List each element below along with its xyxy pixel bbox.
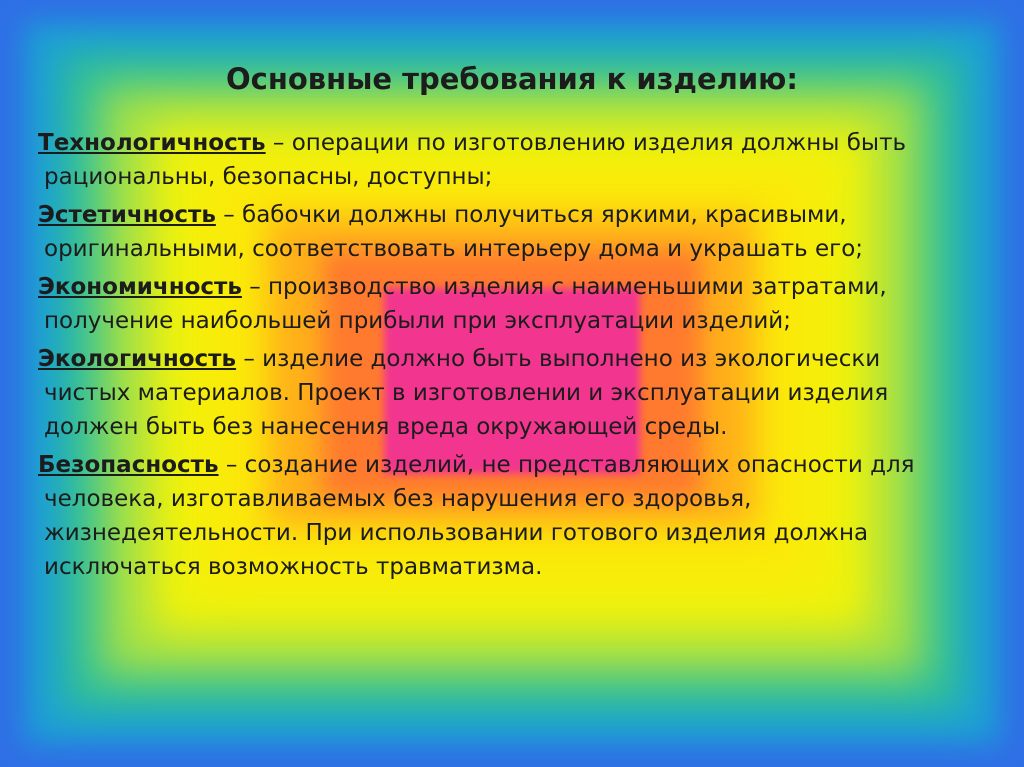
requirement-text-line: оригинальными, соответствовать интерьеру дома и украшать его; <box>44 236 864 262</box>
requirement-item <box>38 126 998 194</box>
requirement-text-line: получение наибольшей прибыли при эксплуатации изделий; <box>44 308 791 334</box>
requirement-term: Экологичность <box>38 346 237 372</box>
requirement-term: Эстетичность <box>38 202 216 228</box>
requirement-item <box>38 198 998 266</box>
slide-title: Основные требования к изделию: <box>226 62 798 96</box>
requirements-list <box>38 126 998 588</box>
requirement-item <box>38 342 998 444</box>
requirement-item <box>38 270 998 338</box>
requirement-term: Технологичность <box>38 130 266 156</box>
requirement-term: Экономичность <box>38 274 242 300</box>
requirement-term: Безопасность <box>38 452 219 478</box>
requirement-text-line: чистых материалов. Проект в изготовлении и эксплуатации изделия <box>44 380 889 406</box>
requirement-text-line: должен быть без нанесения вреда окружающей среды. <box>44 414 728 440</box>
requirement-text-line: рациональны, безопасны, доступны; <box>44 164 493 190</box>
requirement-text-line: человека, изготавливаемых без нарушения его здоровья, <box>44 486 752 512</box>
requirement-text: – создание изделий, не представляющих опасности для <box>218 452 915 478</box>
requirement-text: – операции по изготовлению изделия должны быть <box>265 130 907 156</box>
requirement-text-line: жизнедеятельности. При использовании готового изделия должна <box>44 520 869 546</box>
requirement-item <box>38 448 998 584</box>
requirement-text-line: исключаться возможность травматизма. <box>44 554 543 580</box>
requirement-text: – производство изделия с наименьшими затратами, <box>241 274 887 300</box>
requirement-text: – бабочки должны получиться яркими, красивыми, <box>215 202 847 228</box>
requirement-text: – изделие должно быть выполнено из экологически <box>236 346 881 372</box>
